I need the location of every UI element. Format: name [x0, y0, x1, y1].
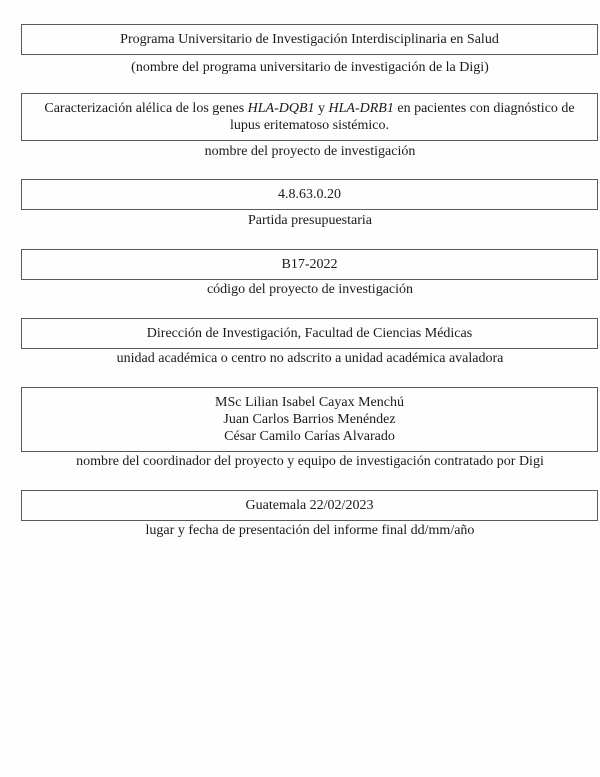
team-box: [21, 387, 598, 452]
presentation-box: [21, 490, 598, 521]
project-name-part: y: [314, 101, 329, 116]
project-name-line1: [44, 100, 574, 117]
project-name-box: [21, 93, 598, 141]
project-name-part: Caracterización alélica de los genes: [44, 101, 248, 116]
program-label: (nombre del programa universitario de investigación de la Digi): [131, 60, 489, 75]
project-name-label: nombre del proyecto de investigación: [204, 144, 416, 159]
project-code-value: B17-2022: [281, 257, 338, 272]
gene-hla-drb1: HLA-DRB1: [328, 101, 394, 116]
team-member: Juan Carlos Barrios Menéndez: [223, 412, 396, 427]
project-name-part: en pacientes con diagnóstico de: [393, 101, 575, 116]
academic-unit-box: [21, 318, 598, 349]
budget-value: 4.8.63.0.20: [278, 187, 341, 202]
program-name: Programa Universitario de Investigación Interdisciplinaria en Salud: [120, 32, 499, 47]
team-member: César Camilo Carías Alvarado: [224, 429, 395, 444]
team-label: nombre del coordinador del proyecto y equipo de investigación contratado por Digi: [76, 454, 544, 469]
project-code-box: [21, 249, 598, 280]
budget-label: Partida presupuestaria: [247, 213, 372, 228]
team-member: MSc Lilian Isabel Cayax Menchú: [215, 395, 404, 410]
academic-unit-value: Dirección de Investigación, Facultad de Ciencias Médicas: [146, 326, 473, 341]
program-box: [21, 24, 598, 55]
project-name-line2: lupus eritematoso sistémico.: [229, 118, 390, 133]
presentation-value: Guatemala 22/02/2023: [245, 498, 374, 513]
budget-box: [21, 179, 598, 210]
academic-unit-label: unidad académica o centro no adscrito a unidad académica avaladora: [116, 351, 504, 366]
presentation-label: lugar y fecha de presentación del informe final dd/mm/año: [145, 523, 475, 538]
gene-hla-dqb1: HLA-DQB1: [247, 101, 315, 116]
project-code-label: código del proyecto de investigación: [206, 282, 414, 297]
